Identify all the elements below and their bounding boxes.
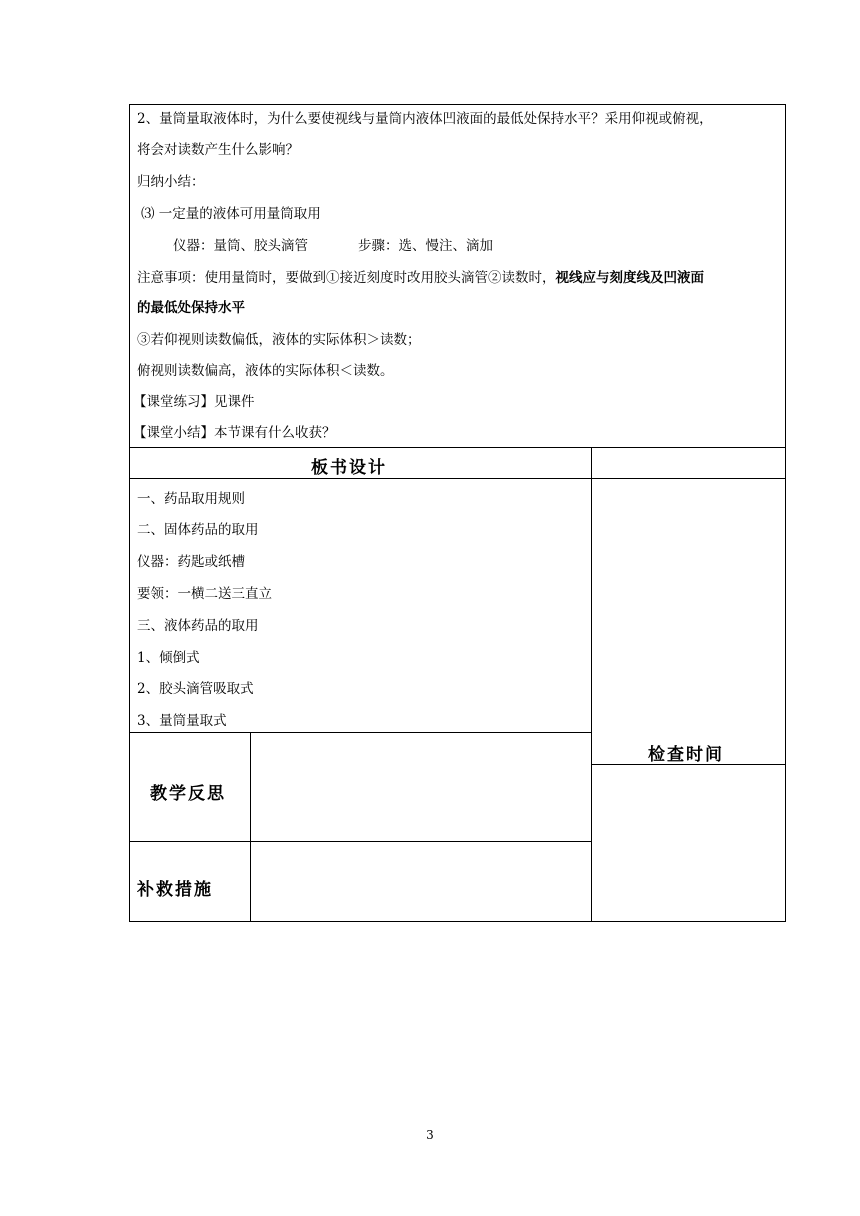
look-down-rule: 俯视则读数偏高，液体的实际体积＜读数。 — [137, 363, 394, 379]
board-item: 二、固体药品的取用 — [137, 522, 259, 538]
board-item: 2、胶头滴管吸取式 — [137, 681, 254, 697]
notes-prefix: 注意事项：使用量筒时，要做到①接近刻度时改用胶头滴管②读数时， — [137, 270, 556, 286]
notes-line-1 — [137, 269, 704, 287]
table-border-bottom — [129, 921, 786, 922]
board-item: 一、药品取用规则 — [137, 491, 245, 507]
divider-board-top — [129, 447, 786, 448]
table-border-top — [129, 104, 786, 105]
divider-right-column — [591, 447, 592, 922]
page-number: 3 — [426, 1128, 434, 1142]
summary-label: 归纳小结： — [137, 174, 205, 190]
divider-label-column — [250, 732, 251, 922]
question-2-line-1: 2、量筒量取液体时，为什么要使视线与量筒内液体凹液面的最低处保持水平？采用仰视或俯视， — [137, 111, 713, 127]
instruments-text: 仪器：量筒、胶头滴管 — [173, 238, 308, 254]
question-2-line-2: 将会对读数产生什么影响？ — [137, 142, 299, 158]
board-item: 1、倾倒式 — [137, 650, 200, 666]
board-item: 三、液体药品的取用 — [137, 618, 259, 634]
classroom-practice: 【课堂练习】见课件 — [133, 394, 255, 410]
table-border-left — [129, 104, 130, 922]
item-3: ⑶ 一定量的液体可用量筒取用 — [141, 206, 321, 222]
divider-reflection-top — [129, 732, 591, 733]
divider-board-header — [129, 478, 786, 479]
teaching-reflection-label: 教学反思 — [150, 784, 226, 804]
board-item: 3、量筒量取式 — [137, 713, 227, 729]
steps-text: 步骤：选、慢注、滴加 — [358, 238, 493, 254]
board-item: 仪器：药匙或纸槽 — [137, 554, 245, 570]
divider-remedy-top — [129, 841, 591, 842]
look-up-rule: ③若仰视则读数偏低，液体的实际体积＞读数； — [137, 332, 421, 348]
notes-bold: 视线应与刻度线及凹液面 — [555, 270, 704, 286]
check-time-header: 检查时间 — [648, 745, 724, 765]
classroom-summary: 【课堂小结】本节课有什么收获？ — [133, 425, 336, 441]
board-item: 要领：一横二送三直立 — [137, 586, 272, 602]
table-border-right — [785, 104, 786, 922]
remedial-measures-label: 补救措施 — [137, 880, 213, 900]
notes-line-2: 的最低处保持水平 — [137, 300, 245, 316]
board-design-header: 板书设计 — [311, 458, 387, 478]
